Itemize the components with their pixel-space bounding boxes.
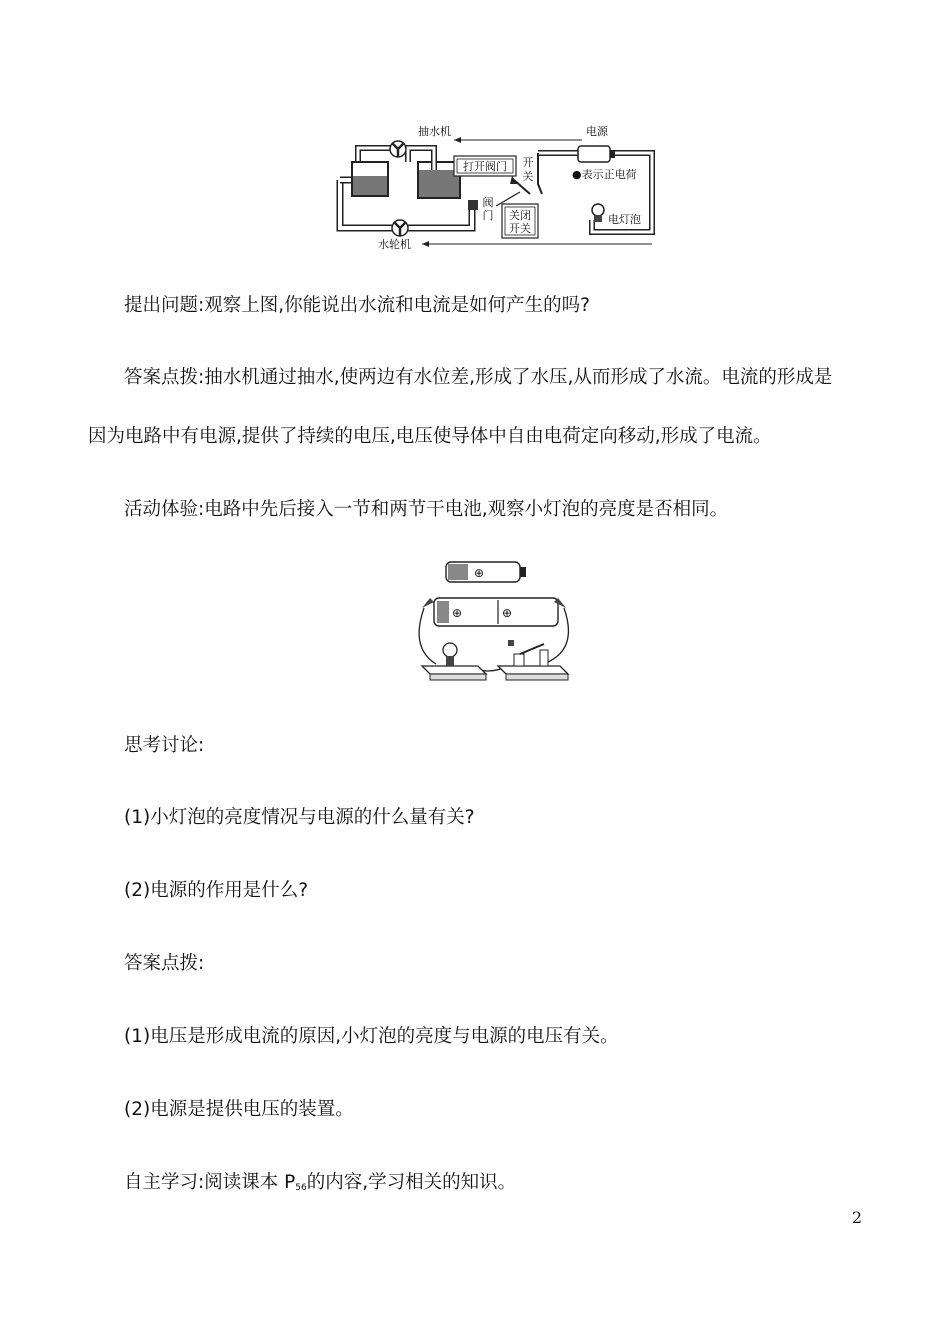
- bulb-label: 电灯泡: [608, 213, 641, 226]
- power-label: 电源: [586, 125, 608, 138]
- switch-label-2: 关: [522, 170, 534, 183]
- close-switch-label-1: 关闭: [509, 209, 531, 222]
- page-reference-subscript: 56: [295, 1183, 307, 1193]
- battery-right-plus: ⊕: [502, 606, 513, 620]
- self-study-prefix: 自主学习:阅读课本 P: [124, 1172, 296, 1193]
- positive-charge-label: ●表示正电荷: [572, 168, 637, 181]
- close-switch-label-2: 开关: [509, 222, 531, 235]
- battery-bulb-circuit-figure: [408, 558, 580, 690]
- turbine-label: 水轮机: [378, 238, 411, 251]
- water-current-analogy-figure: [330, 122, 660, 254]
- question-1: (1)小灯泡的亮度情况与电源的什么量有关?: [124, 807, 475, 828]
- self-study-suffix: 的内容,学习相关的知识。: [306, 1172, 517, 1193]
- answer2-heading: 答案点拨:: [124, 953, 205, 974]
- pump-label: 抽水机: [418, 125, 451, 138]
- answer1-line2: 因为电路中有电源,提供了持续的电压,电压使导体中自由电荷定向移动,形成了电流。: [88, 426, 772, 447]
- valve-label-2: 门: [482, 209, 494, 222]
- answer-1: (1)电压是形成电流的原因,小灯泡的亮度与电源的电压有关。: [124, 1026, 619, 1047]
- battery-top-plus: ⊕: [474, 566, 485, 580]
- discussion-heading: 思考讨论:: [124, 735, 205, 756]
- question-paragraph: 提出问题:观察上图,你能说出水流和电流是如何产生的吗?: [124, 295, 590, 316]
- answer-2: (2)电源是提供电压的装置。: [124, 1099, 354, 1120]
- self-study-paragraph: [124, 1171, 516, 1200]
- open-valve-label: 打开阀门: [463, 160, 507, 173]
- battery-left-plus: ⊕: [452, 606, 463, 620]
- answer1-line1: 答案点拨:抽水机通过抽水,使两边有水位差,形成了水压,从而形成了水流。电流的形成是: [124, 367, 833, 388]
- valve-label-1: 阀: [482, 196, 494, 209]
- page-number: 2: [851, 1208, 862, 1227]
- question-2: (2)电源的作用是什么?: [124, 880, 309, 901]
- switch-label-1: 开: [522, 156, 534, 169]
- activity-paragraph: 活动体验:电路中先后接入一节和两节干电池,观察小灯泡的亮度是否相同。: [124, 499, 729, 520]
